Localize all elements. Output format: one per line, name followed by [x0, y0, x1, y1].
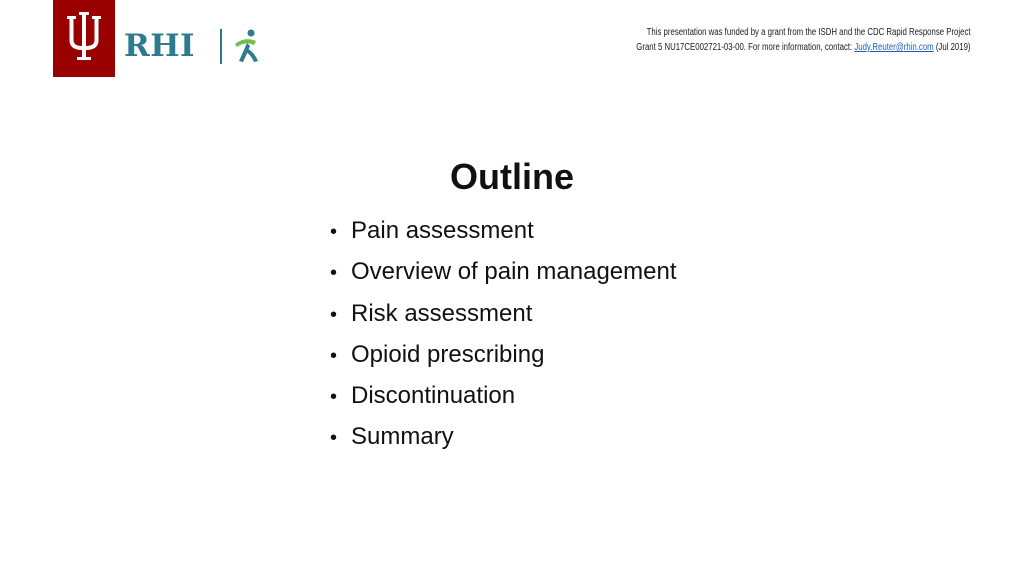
list-item	[330, 294, 677, 335]
list-item	[330, 211, 677, 252]
list-item	[330, 376, 677, 417]
funding-line-1: This presentation was funded by a grant from the ISDH and the CDC Rapid Response Project	[647, 27, 971, 38]
list-item-text: Opioid prescribing	[351, 340, 545, 368]
list-item-text: Pain assessment	[351, 217, 534, 244]
bullet-icon: •	[330, 221, 338, 243]
list-item-text: Overview of pain management	[351, 258, 677, 286]
bullet-icon: •	[330, 262, 338, 285]
iu-trident-logo	[53, 0, 115, 77]
funding-line-2-text: Grant 5 NU17CE002721-03-00. For more information, contact:	[636, 42, 855, 53]
funding-notice	[637, 25, 971, 55]
list-item	[330, 335, 677, 376]
rhi-logo-text: RHI	[124, 28, 196, 64]
list-item	[330, 252, 677, 293]
funding-date: (Jul 2019)	[934, 42, 971, 53]
list-item-text: Risk assessment	[351, 299, 533, 327]
bullet-icon: •	[330, 303, 338, 326]
bullet-icon: •	[330, 427, 338, 450]
trident-icon	[63, 10, 105, 68]
slide-title: Outline	[450, 156, 574, 197]
list-item-text: Discontinuation	[351, 382, 516, 410]
runner-icon	[229, 28, 265, 64]
logo-divider	[220, 29, 222, 64]
contact-email-link[interactable]: Judy.Reuter@rhin.com	[854, 42, 935, 53]
outline-list	[330, 211, 677, 459]
list-item-text: Summary	[351, 423, 454, 451]
funding-line-2	[637, 40, 971, 55]
list-item	[330, 417, 677, 458]
bullet-icon: •	[330, 344, 338, 367]
bullet-icon: •	[330, 386, 338, 409]
